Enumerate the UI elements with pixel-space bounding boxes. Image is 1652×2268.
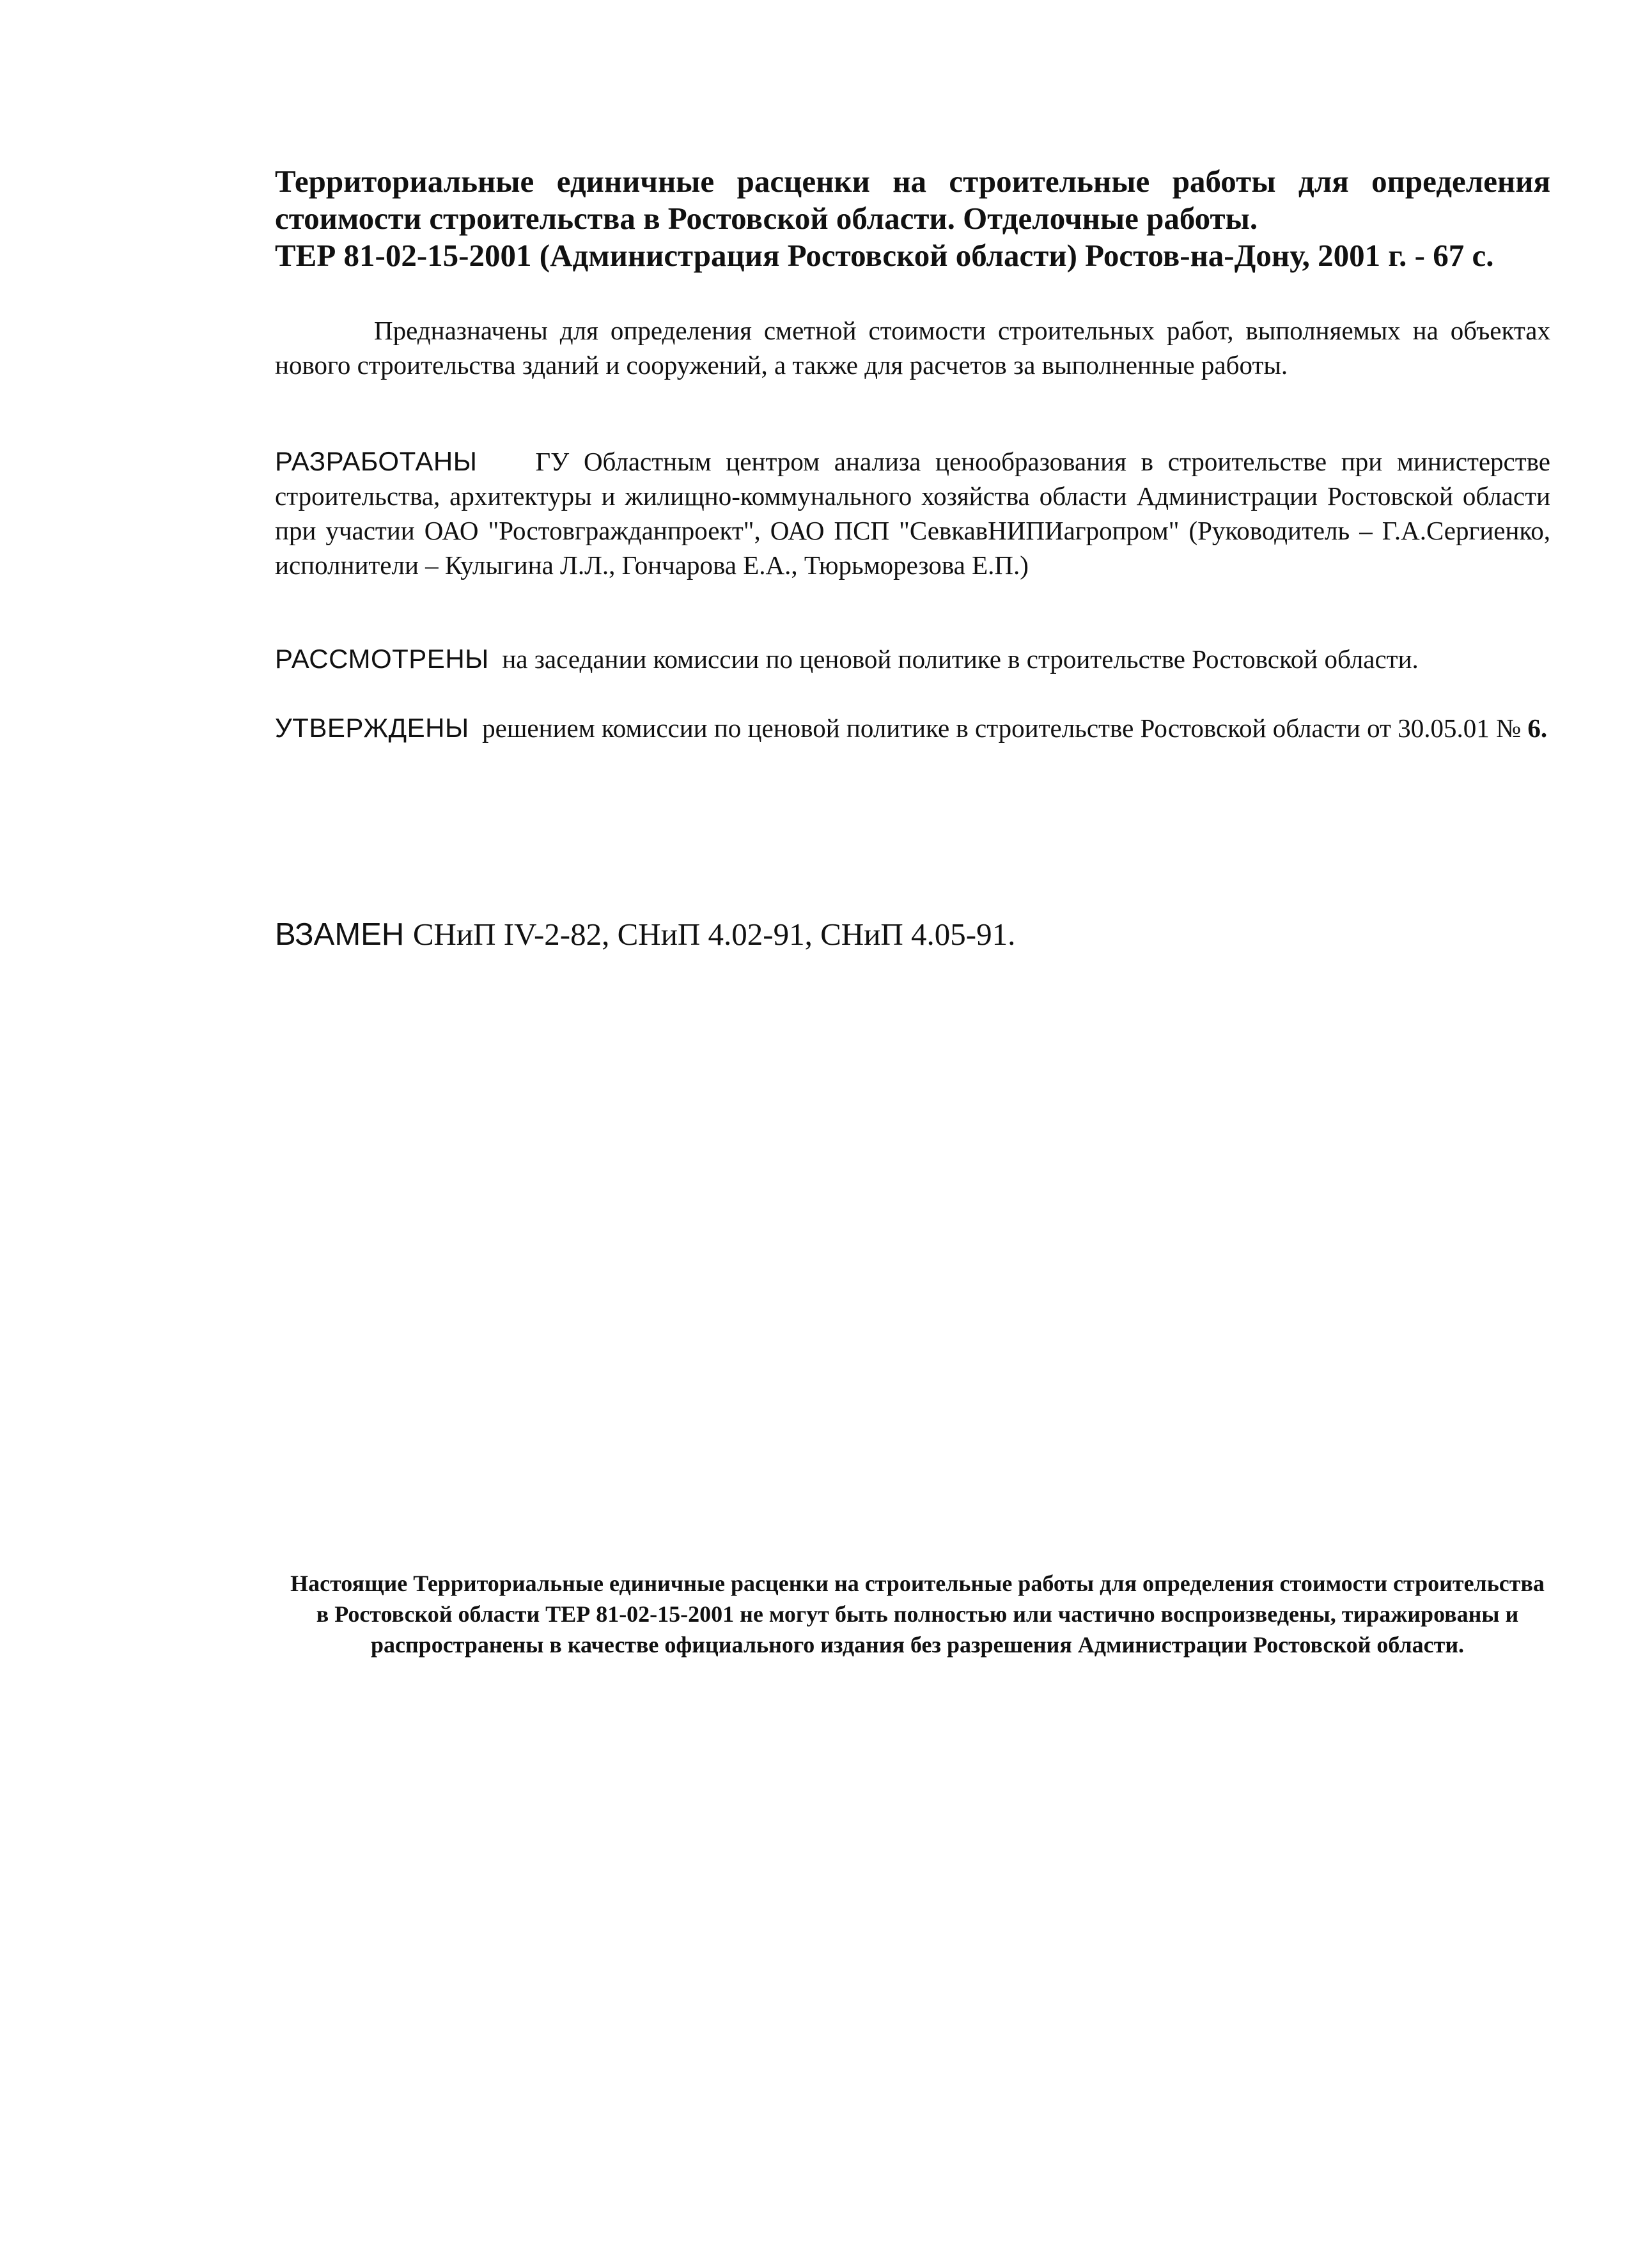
purpose-text: Предназначены для определения сметной стоимости строительных работ, выполняемых на объектах нового строительства зданий и сооружений, а также для расчетов за выполненные работы. [275, 316, 1550, 380]
reviewed-text [275, 642, 1550, 676]
reviewed-body: на заседании комиссии по ценовой политике в строительстве Ростовской области. [502, 644, 1419, 674]
approved-body: решением комиссии по ценовой политике в строительстве Ростовской области от 30.05.01 № [482, 713, 1522, 743]
title-line-2: стоимости строительства в Ростовской области. Отделочные работы. [275, 201, 1258, 236]
developed-body: ГУ Областным центром анализа ценообразования в строительстве при министерстве строительства, архитектуры и жилищно-коммунального хозяйства области Администрации Ростовской области при участии ОАО "Ростовгражданпроект", ОАО ПСП "СевкавНИПИагропром" (Руководитель – Г.А.Сергиенко, исполнители – Кулыгина Л.Л., Гончарова Е.А., Тюрьморезова Е.П.) [275, 447, 1550, 580]
developed-text [275, 444, 1550, 582]
approved-paragraph [275, 711, 1550, 745]
replaces-text [275, 916, 1550, 953]
copyright-notice: Настоящие Территориальные единичные расценки на строительные работы для определения стоимости строительства в Ростовской области ТЕР 81-02-15-2001 не могут быть полностью или частично воспроизведены, тиражированы и распространены в качестве официального издания без разрешения Администрации Ростовской области. [290, 1571, 1545, 1658]
approved-text [275, 711, 1550, 745]
title-line-3: ТЕР 81-02-15-2001 (Администрация Ростовской области) Ростов-на-Дону, 2001 г. - 67 с. [275, 238, 1494, 273]
approved-label: УТВЕРЖДЕНЫ [275, 713, 469, 743]
title-line-1: Территориальные единичные расценки на строительные работы для определения [275, 164, 1550, 199]
reviewed-paragraph [275, 642, 1550, 676]
replaces-body: СНиП IV-2-82, СНиП 4.02-91, СНиП 4.05-91. [412, 917, 1016, 952]
developed-label: РАЗРАБОТАНЫ [275, 446, 478, 476]
purpose-paragraph [275, 313, 1550, 382]
replaces-label: ВЗАМЕН [275, 917, 405, 952]
approved-number: 6. [1527, 713, 1548, 743]
replaces-paragraph [275, 916, 1550, 953]
document-title [275, 163, 1550, 274]
reviewed-label: РАССМОТРЕНЫ [275, 644, 489, 674]
developed-paragraph [275, 444, 1550, 582]
